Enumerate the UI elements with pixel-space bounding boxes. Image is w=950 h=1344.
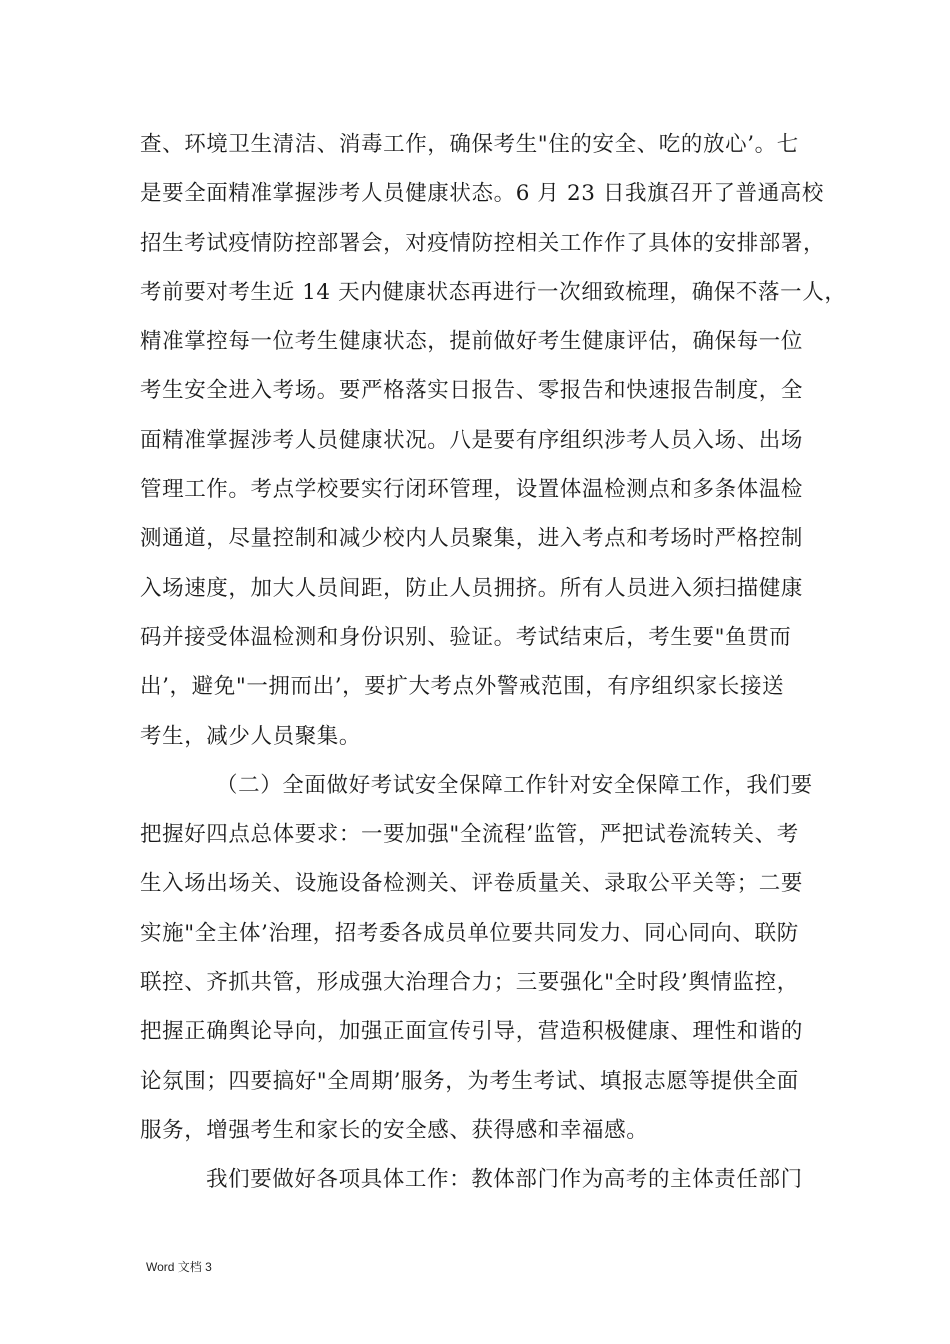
text-line: 查、环境卫生清洁、消毒工作，确保考生"住的安全、吃的放心’。七 xyxy=(140,132,799,157)
text-line: 精准掌控每一位考生健康状态，提前做好考生健康评估，确保每一位 xyxy=(140,329,804,355)
text-line: 把握正确舆论导向，加强正面宣传引导，营造积极健康、理性和谐的 xyxy=(140,1019,804,1045)
document-body xyxy=(140,120,847,1205)
text-line: 实施"全主体’治理，招考委各成员单位要共同发力、同心同向、联防 xyxy=(140,920,799,946)
text-line: 联控、齐抓共管，形成强大治理合力；三要强化"全时段’舆情监控， xyxy=(140,970,799,996)
text-line: 把握好四点总体要求：一要加强"全流程’监管，严把试卷流转关、考 xyxy=(140,822,799,848)
text-line: 服务，增强考生和家长的安全感、获得感和幸福感。 xyxy=(140,1117,649,1143)
text-line: 考前要对考生近 14 天内健康状态再进行一次细致梳理，确保不落一人， xyxy=(140,279,847,305)
text-line: 生入场出场关、设施设备检测关、评卷质量关、录取公平关等；二要 xyxy=(140,871,804,897)
text-line: 招生考试疫情防控部署会，对疫情防控相关工作作了具体的安排部署， xyxy=(140,230,826,256)
paragraph-start-line: 我们要做好各项具体工作：教体部门作为高考的主体责任部门 xyxy=(206,1167,803,1193)
text-line: 是要全面精准掌握涉考人员健康状态。6 月 23 日我旗召开了普通高校 xyxy=(140,181,824,207)
text-line: 测通道，尽量控制和减少校内人员聚集，进入考点和考场时严格控制 xyxy=(140,526,804,552)
text-line: 论氛围；四要搞好"全周期’服务，为考生考试、填报志愿等提供全面 xyxy=(140,1068,799,1094)
page-footer: Word 文档 3 xyxy=(146,1260,212,1274)
text-line: 入场速度，加大人员间距，防止人员拥挤。所有人员进入须扫描健康 xyxy=(140,575,804,601)
text-line: 考生安全进入考场。要严格落实日报告、零报告和快速报告制度，全 xyxy=(140,378,804,404)
text-line: 面精准掌握涉考人员健康状况。八是要有序组织涉考人员入场、出场 xyxy=(140,427,804,453)
text-line: 考生，减少人员聚集。 xyxy=(140,723,362,749)
text-line: 出’，避免"一拥而出’，要扩大考点外警戒范围，有序组织家长接送 xyxy=(140,674,785,700)
section-heading-line: （二）全面做好考试安全保障工作针对安全保障工作，我们要 xyxy=(216,772,813,798)
text-line: 码并接受体温检测和身份识别、验证。考试结束后，考生要"鱼贯而 xyxy=(140,624,792,650)
text-line: 管理工作。考点学校要实行闭环管理，设置体温检测点和多条体温检 xyxy=(140,477,804,503)
